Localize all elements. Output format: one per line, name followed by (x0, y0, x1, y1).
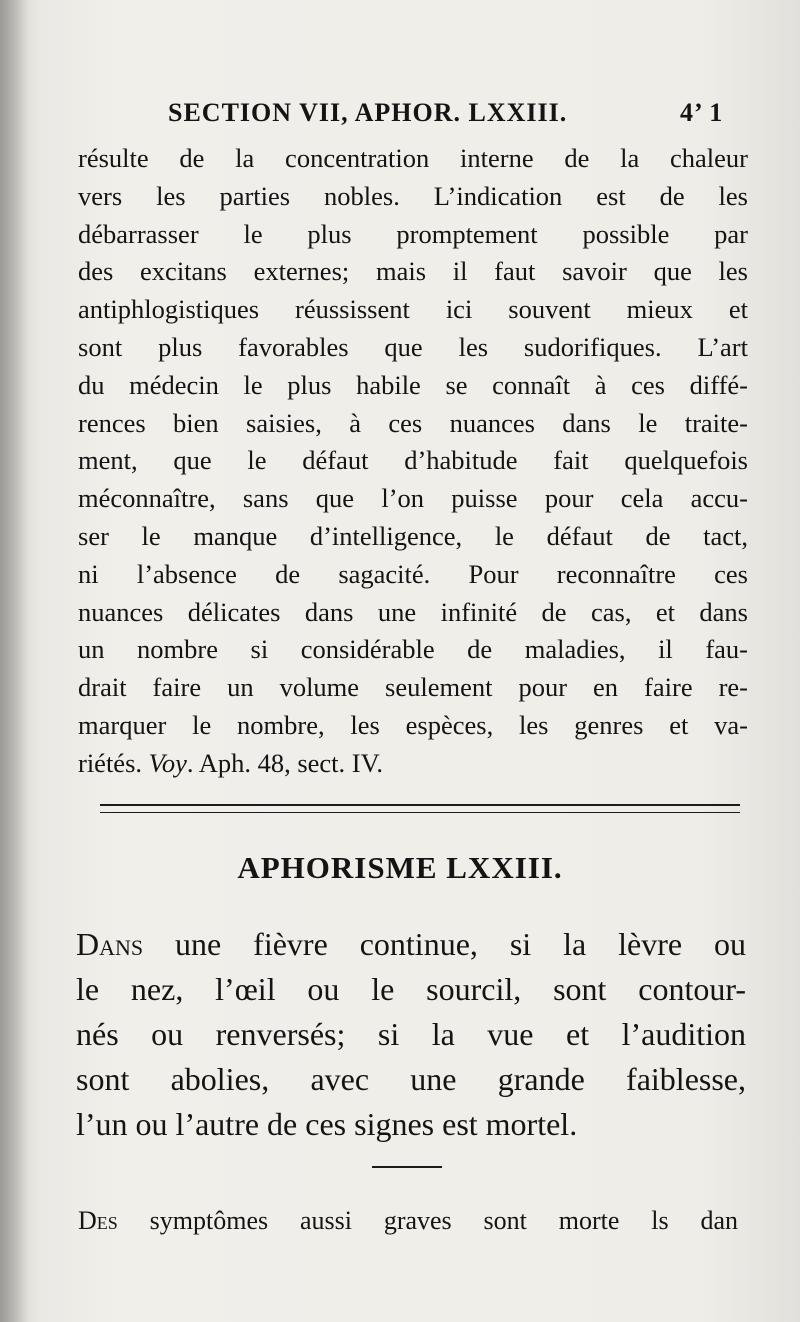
running-title: SECTION VII, APHOR. LXXIII. (168, 98, 568, 127)
drop-word: Dans (76, 926, 144, 962)
section-divider (100, 804, 740, 813)
first-line-rest: une fièvre continue, si la lèvre ou (143, 926, 746, 962)
commentary-paragraph (78, 140, 748, 783)
text-line: ment, que le défaut d’habitude fait quelquefois (78, 445, 748, 476)
drop-word: Des (78, 1206, 118, 1235)
page-number: 4’ 1 (680, 98, 724, 127)
footer-rest: symptômes aussi graves sont morte ls dan (117, 1206, 738, 1235)
text-line: ni l’absence de sagacité. Pour reconnaître ces (78, 558, 748, 589)
text-line: nuances délicates dans une infinité de cas, et dans (78, 596, 748, 627)
reference-suffix: . Aph. 48, sect. IV. (186, 747, 383, 778)
text-line: ser le manque d’intelligence, le défaut de tact, (78, 520, 748, 551)
text-line: vers les parties nobles. L’indication est de les (78, 180, 748, 211)
text-line: résulte de la concentration interne de la chaleur (78, 143, 748, 173)
aphorism-paragraph (76, 922, 746, 1147)
text-line: le nez, l’œil ou le sourcil, sont contour- (76, 971, 746, 1007)
text-line: l’un ou l’autre de ces signes est mortel. (76, 1106, 578, 1142)
text-line: rences bien saisies, à ces nuances dans le traite- (78, 407, 748, 438)
text-line: méconnaître, sans que l’on puisse pour cela accu- (78, 483, 748, 514)
text-line: des excitans externes; mais il faut savoir que les (78, 256, 748, 287)
text-line: antiphlogistiques réussissent ici souvent mieux et (78, 294, 748, 325)
text-line: un nombre si considérable de maladies, il fau- (78, 634, 748, 665)
text-line: nés ou renversés; si la vue et l’audition (76, 1016, 746, 1052)
text-line (76, 922, 746, 967)
text-line-last (78, 745, 748, 783)
text-line: débarrasser le plus promptement possible par (78, 218, 748, 249)
short-divider (372, 1166, 442, 1168)
text-line: marquer le nombre, les espèces, les genres et va- (78, 709, 748, 740)
reference-italic: Voy (148, 747, 187, 778)
text-line: sont plus favorables que les sudorifiques. L’art (78, 331, 748, 362)
text-line: drait faire un volume seulement pour en faire re- (78, 672, 748, 703)
aphorism-title: APHORISME LXXIII. (237, 850, 563, 885)
text-line: sont abolies, avec une grande faiblesse, (76, 1061, 746, 1097)
running-header (100, 96, 760, 136)
text-line: du médecin le plus habile se connaît à ces diffé- (78, 369, 748, 400)
reference-prefix: riétés. (78, 747, 149, 778)
page-gutter-shadow (0, 0, 28, 1322)
commentary-start (78, 1206, 738, 1236)
